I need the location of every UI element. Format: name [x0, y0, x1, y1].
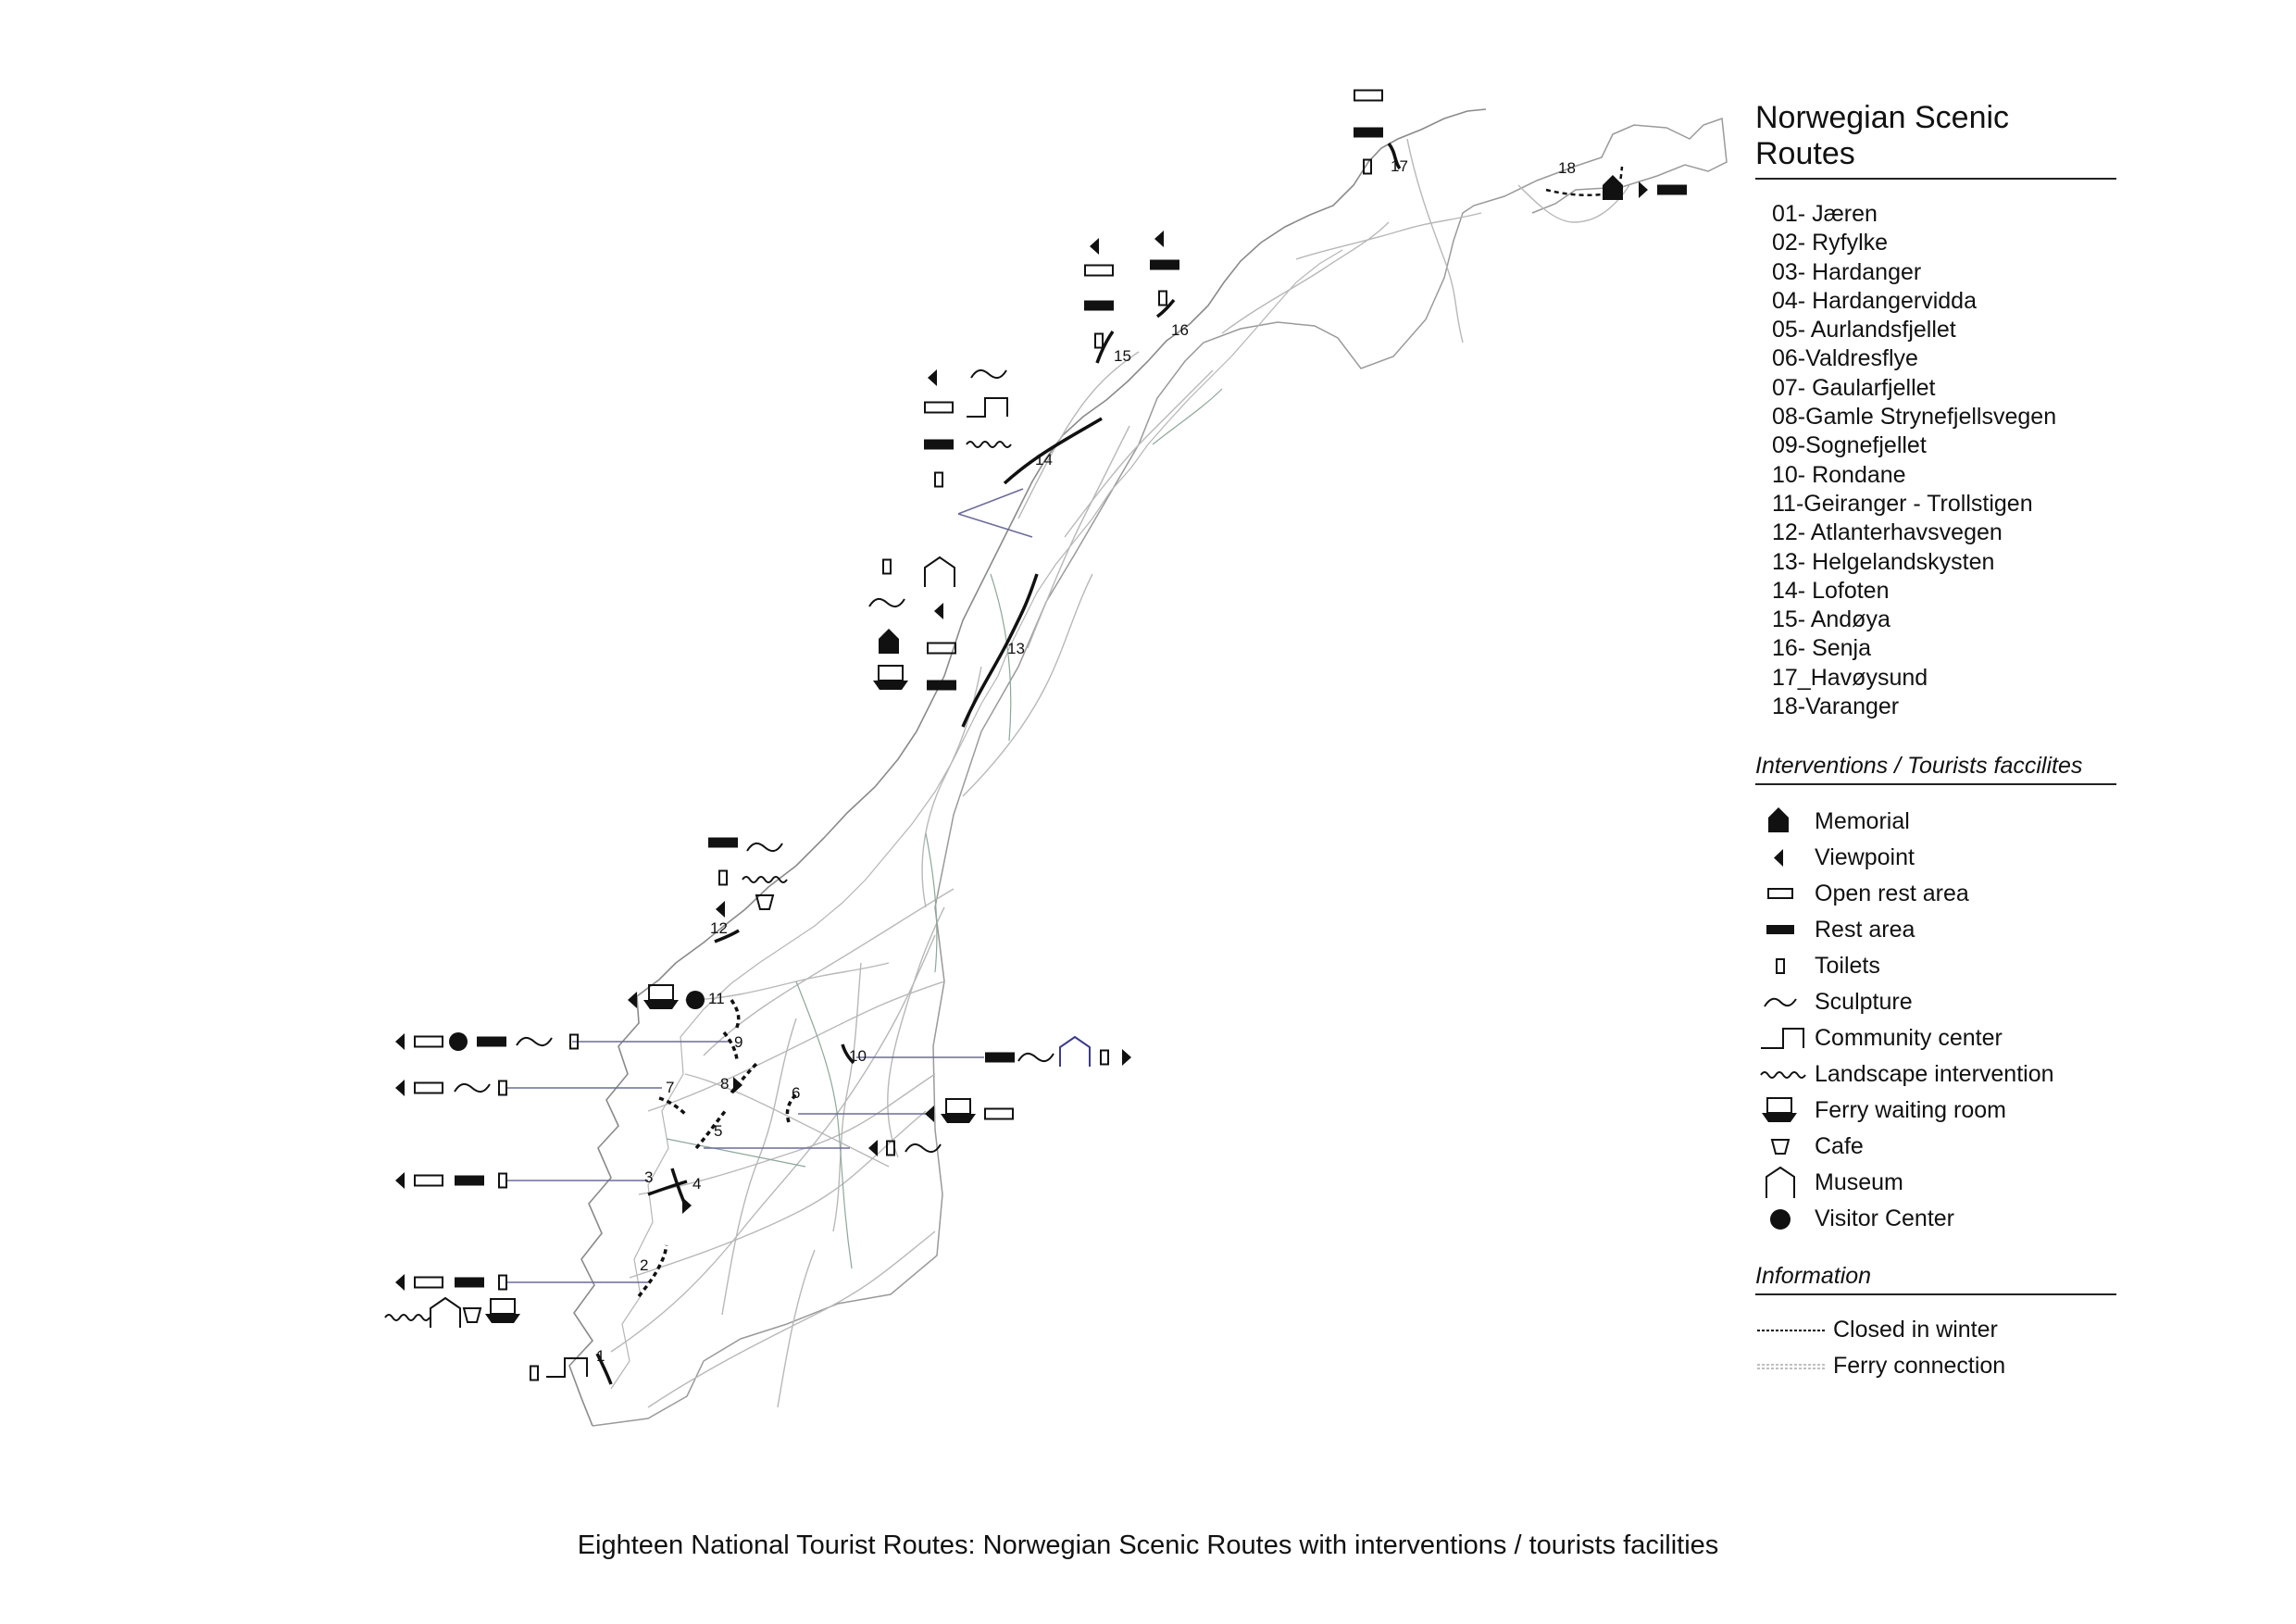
legend-item	[1755, 1093, 2126, 1129]
road-network	[611, 139, 1629, 1407]
route-item: 03- Hardanger	[1772, 258, 1922, 285]
map-label-18: 18	[1558, 159, 1576, 177]
facility-symbols	[385, 91, 1687, 1380]
route-list	[1772, 200, 2126, 721]
legend-item-label: Ferry connection	[1833, 1353, 2006, 1380]
route-item: 02- Ryfylke	[1772, 230, 1889, 256]
legend-item-label: Open rest area	[1815, 881, 1969, 907]
interventions-list	[1755, 804, 2126, 1237]
route-item: 16- Senja	[1772, 635, 1872, 662]
open-rest-area-icon	[1755, 876, 1815, 912]
legend-item	[1755, 1129, 2126, 1165]
route-item: 05- Aurlandsfjellet	[1772, 317, 1956, 344]
route-item: 17_Havøysund	[1772, 664, 1928, 691]
scenic-routes	[597, 144, 1622, 1384]
legend-item	[1755, 1056, 2126, 1093]
legend-item	[1755, 948, 2126, 984]
legend-item	[1755, 840, 2126, 876]
legend-item-label: Visitor Center	[1815, 1206, 1954, 1232]
legend-item	[1755, 1348, 2126, 1384]
map-label-1: 1	[596, 1347, 605, 1365]
visitor-center-icon	[1755, 1201, 1815, 1237]
legend-item	[1755, 1020, 2126, 1056]
legend-item	[1755, 804, 2126, 840]
route-item: 06-Valdresflye	[1772, 345, 1918, 372]
closed-in-winter-line-icon	[1755, 1312, 1833, 1348]
legend-item-label: Cafe	[1815, 1133, 1864, 1160]
toilets-icon	[1755, 948, 1815, 984]
route-item: 04- Hardangervidda	[1772, 287, 1977, 314]
route-item: 13- Helgelandskysten	[1772, 548, 1995, 575]
information-title: Information	[1755, 1263, 2116, 1295]
legend-item-label: Ferry waiting room	[1815, 1097, 2006, 1124]
map-label-17: 17	[1391, 157, 1408, 175]
map-label-7: 7	[666, 1079, 675, 1096]
legend-item	[1755, 1165, 2126, 1201]
coastline	[569, 109, 1486, 1426]
legend-item-label: Rest area	[1815, 917, 1915, 943]
sculpture-icon	[1755, 984, 1815, 1020]
map-label-11: 11	[708, 990, 725, 1007]
legend-title: Norwegian Scenic Routes	[1755, 100, 2116, 180]
route-item: 07- Gaularfjellet	[1772, 374, 1936, 401]
legend-item-label: Closed in winter	[1833, 1317, 1998, 1343]
route-item: 12- Atlanterhavsvegen	[1772, 519, 2003, 546]
ferry-connection-line-icon	[1755, 1348, 1833, 1384]
legend-item-label: Community center	[1815, 1025, 2003, 1052]
map-label-8: 8	[720, 1075, 730, 1093]
ferry-waiting-room-icon	[1755, 1093, 1815, 1129]
route-item: 08-Gamle Strynefjellsvegen	[1772, 404, 2057, 431]
legend	[1755, 100, 2126, 1384]
legend-item	[1755, 1312, 2126, 1348]
legend-item-label: Toilets	[1815, 953, 1880, 980]
information-list	[1755, 1312, 2126, 1384]
map-label-12: 12	[710, 919, 728, 937]
route-item: 15- Andøya	[1772, 606, 1890, 633]
map-label-2: 2	[640, 1256, 649, 1274]
route-11	[731, 1000, 739, 1030]
legend-item	[1755, 984, 2126, 1020]
cafe-icon	[1755, 1129, 1815, 1165]
map-label-15: 15	[1114, 347, 1131, 365]
legend-item-label: Sculpture	[1815, 989, 1913, 1016]
route-item: 18-Varanger	[1772, 693, 1900, 720]
legend-item-label: Memorial	[1815, 808, 1910, 835]
map-label-5: 5	[714, 1122, 723, 1140]
map-label-4: 4	[693, 1175, 702, 1193]
route-7	[659, 1098, 687, 1116]
route-item: 09-Sognefjellet	[1772, 432, 1927, 459]
legend-item-label: Landscape intervention	[1815, 1061, 2054, 1088]
route-item: 14- Lofoten	[1772, 577, 1890, 604]
map-label-9: 9	[734, 1033, 743, 1051]
legend-item-label: Viewpoint	[1815, 844, 1915, 871]
map-label-10: 10	[849, 1047, 867, 1065]
map-label-3: 3	[644, 1168, 654, 1186]
route-number-labels	[596, 157, 1576, 1365]
museum-icon	[1755, 1165, 1815, 1201]
legend-item	[1755, 876, 2126, 912]
legend-item	[1755, 1201, 2126, 1237]
route-item: 11-Geiranger - Trollstigen	[1772, 490, 2033, 517]
route-item: 10- Rondane	[1772, 461, 1906, 488]
interventions-title: Interventions / Tourists faccilites	[1755, 753, 2116, 785]
legend-item-label: Museum	[1815, 1169, 1903, 1196]
map-label-13: 13	[1007, 640, 1025, 657]
county-borders	[667, 389, 1222, 1268]
viewpoint-icon	[1755, 840, 1815, 876]
memorial-icon	[1755, 804, 1815, 840]
map-label-6: 6	[792, 1084, 801, 1102]
landscape-intervention-icon	[1755, 1056, 1815, 1093]
map-label-14: 14	[1035, 451, 1053, 468]
legend-item	[1755, 912, 2126, 948]
route-item: 01- Jæren	[1772, 201, 1878, 227]
community-center-icon	[1755, 1020, 1815, 1056]
map-label-16: 16	[1171, 321, 1189, 339]
rest-area-icon	[1755, 912, 1815, 948]
figure-caption: Eighteen National Tourist Routes: Norwegian Scenic Routes with interventions / tourists facilities	[577, 1530, 1719, 1560]
